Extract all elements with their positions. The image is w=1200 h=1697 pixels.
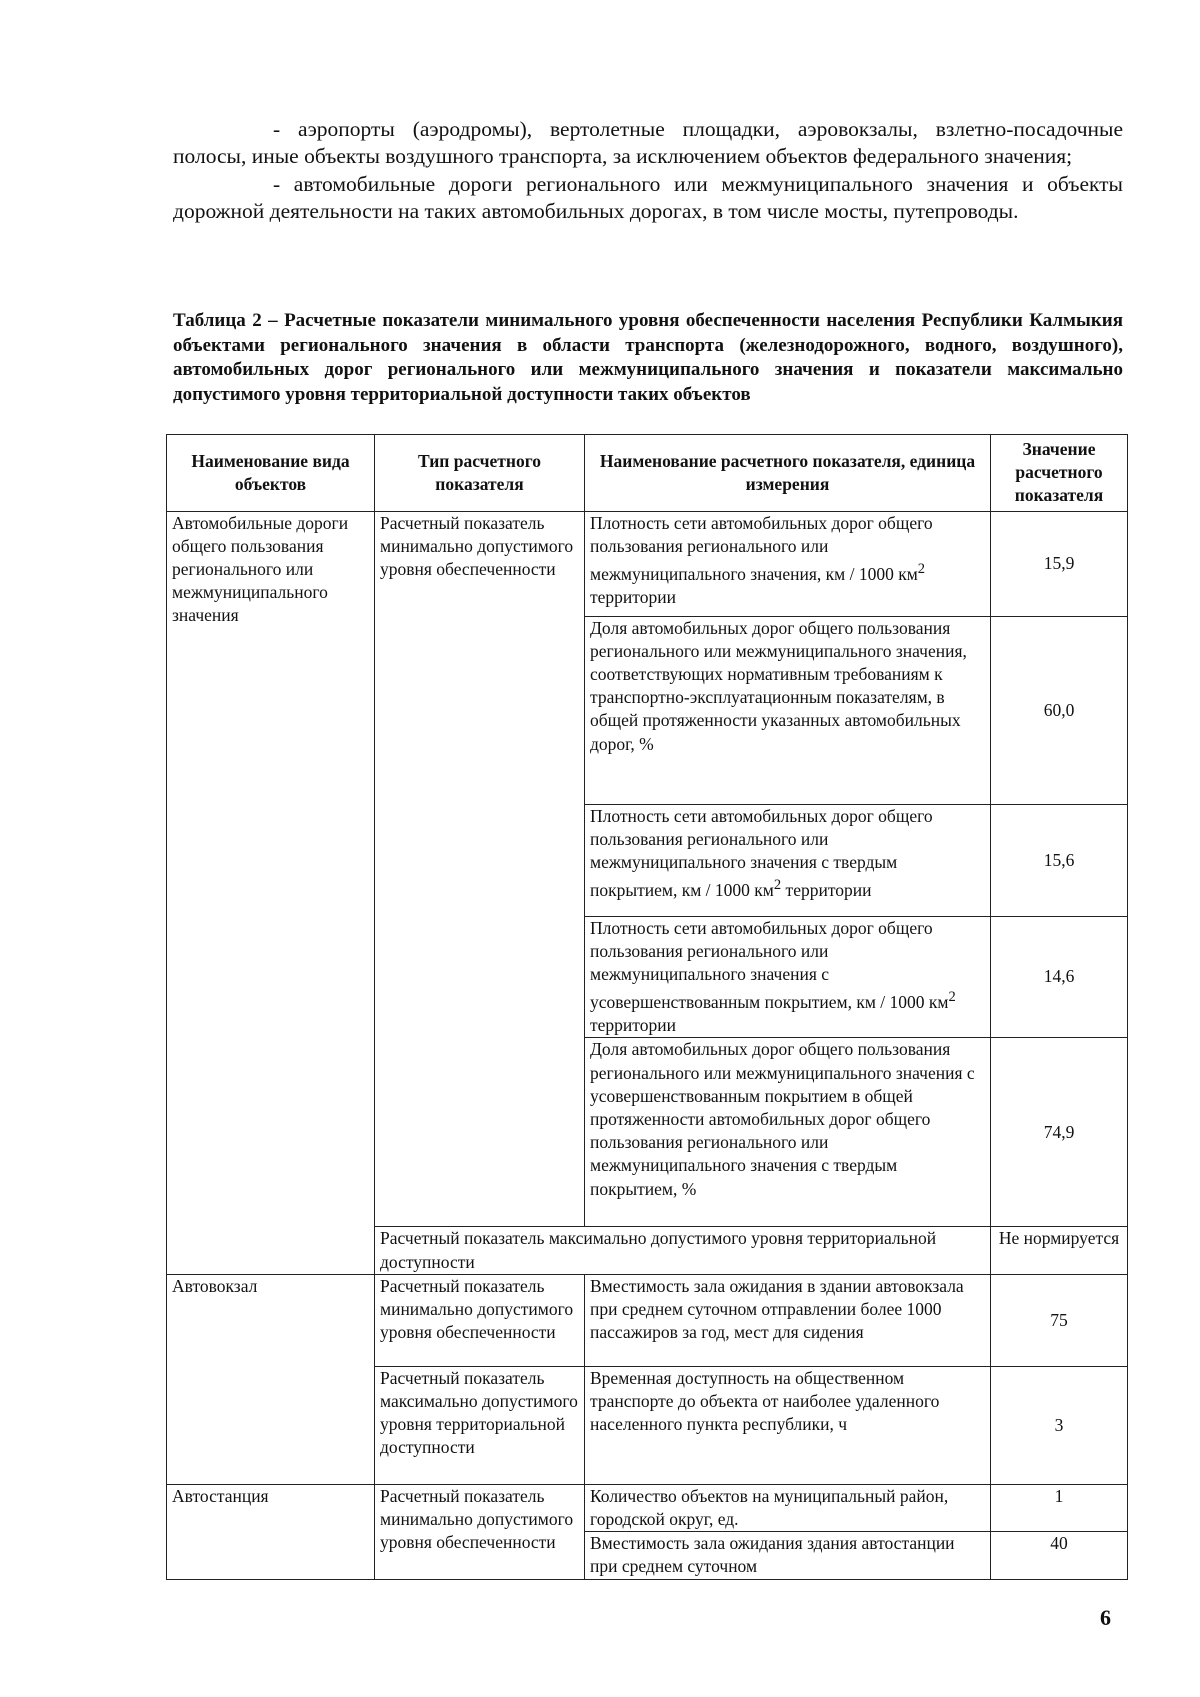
indicators-table: [166, 434, 1128, 1580]
object-bus-terminal: Автовокзал: [167, 1274, 375, 1484]
value-road-compliance-share: 60,0: [991, 616, 1128, 804]
indicator-objects-per-district: Количество объектов на муниципальный район, городской округ, ед.: [585, 1484, 991, 1531]
value-road-density: 15,9: [991, 511, 1128, 616]
type-min-roads: Расчетный показатель минимально допустимого уровня обеспеченности: [375, 511, 585, 1227]
table-header-row: [167, 435, 1128, 512]
value-objects-per-district: 1: [991, 1484, 1128, 1531]
header-object-type: Наименование вида объектов: [167, 435, 375, 512]
value-waiting-hall-capacity: 75: [991, 1274, 1128, 1366]
value-improved-surface-share: 74,9: [991, 1038, 1128, 1227]
object-bus-station: Автостанция: [167, 1484, 375, 1579]
indicator-waiting-hall-capacity: Вместимость зала ожидания в здании автовокзала при среднем суточном отправлении более 1000 пассажиров за год, мест для сидения: [585, 1274, 991, 1366]
table-row: [167, 1274, 1128, 1366]
indicator-improved-surface-density: Плотность сети автомобильных дорог общего пользования регионального или межмуниципального значения с усовершенствованным покрытием, км / 1000 $км^2$ территории: [585, 916, 991, 1038]
indicator-road-compliance-share: Доля автомобильных дорог общего пользования регионального или межмуниципального значения, соответствующих нормативным требованиям к транспортно-эксплуатационным показателям, в общей протяженности указанных автомобильных дорог, %: [585, 616, 991, 804]
table-row: [167, 1484, 1128, 1531]
indicator-hard-surface-density: Плотность сети автомобильных дорог общего пользования регионального или межмуниципального значения с твердым покрытием, км / 1000 $км^2$ территории: [585, 804, 991, 916]
header-indicator-value: Значение расчетного показателя: [991, 435, 1128, 512]
table-row: [167, 511, 1128, 616]
type-min-bus-station: Расчетный показатель минимально допустимого уровня обеспеченности: [375, 1484, 585, 1579]
value-hard-surface-density: 15,6: [991, 804, 1128, 916]
value-transport-accessibility: 3: [991, 1366, 1128, 1484]
table-caption: Таблица 2 – Расчетные показатели минимального уровня обеспеченности населения Республики Калмыкия объектами регионального значения в области транспорта (железнодорожного, водного, воздушного), автомобильных дорог регионального или межмуниципального значения и показатели максимально допустимого уровня территориальной доступности таких объектов: [173, 310, 1123, 406]
type-min-bus-terminal: Расчетный показатель минимально допустимого уровня обеспеченности: [375, 1274, 585, 1366]
paragraph-airports: - аэропорты (аэродромы), вертолетные площадки, аэровокзалы, взлетно-посадочные полосы, иные объекты воздушного транспорта, за исключением объектов федерального значения;: [173, 117, 1123, 169]
page-number: 6: [1100, 1605, 1111, 1630]
value-improved-surface-density: 14,6: [991, 916, 1128, 1038]
object-roads: Автомобильные дороги общего пользования регионального или межмуниципального значения: [167, 511, 375, 1274]
paragraph-roads: - автомобильные дороги регионального или межмуниципального значения и объекты дорожной деятельности на таких автомобильных дорогах, в том числе мосты, путепроводы.: [173, 171, 1123, 223]
type-max-bus-terminal: Расчетный показатель максимально допустимого уровня территориальной доступности: [375, 1366, 585, 1484]
value-station-waiting-hall: 40: [991, 1532, 1128, 1579]
type-max-roads: Расчетный показатель максимально допустимого уровня территориальной доступности: [375, 1227, 991, 1274]
header-indicator-type: Тип расчетного показателя: [375, 435, 585, 512]
indicator-transport-accessibility: Временная доступность на общественном транспорте до объекта от наиболее удаленного населенного пункта республики, ч: [585, 1366, 991, 1484]
intro-text: [173, 116, 1123, 225]
indicator-station-waiting-hall: Вместимость зала ожидания здания автостанции при среднем суточном: [585, 1532, 991, 1579]
value-max-roads: Не нормируется: [991, 1227, 1128, 1274]
indicator-road-density: Плотность сети автомобильных дорог общего пользования регионального или межмуниципального значения, км / 1000 $км^2$ территории: [585, 511, 991, 616]
indicator-improved-surface-share: Доля автомобильных дорог общего пользования регионального или межмуниципального значения с усовершенствованным покрытием в общей протяженности автомобильных дорог общего пользования регионального или межмуниципального значения с твердым покрытием, %: [585, 1038, 991, 1227]
header-indicator-name: Наименование расчетного показателя, единица измерения: [585, 435, 991, 512]
